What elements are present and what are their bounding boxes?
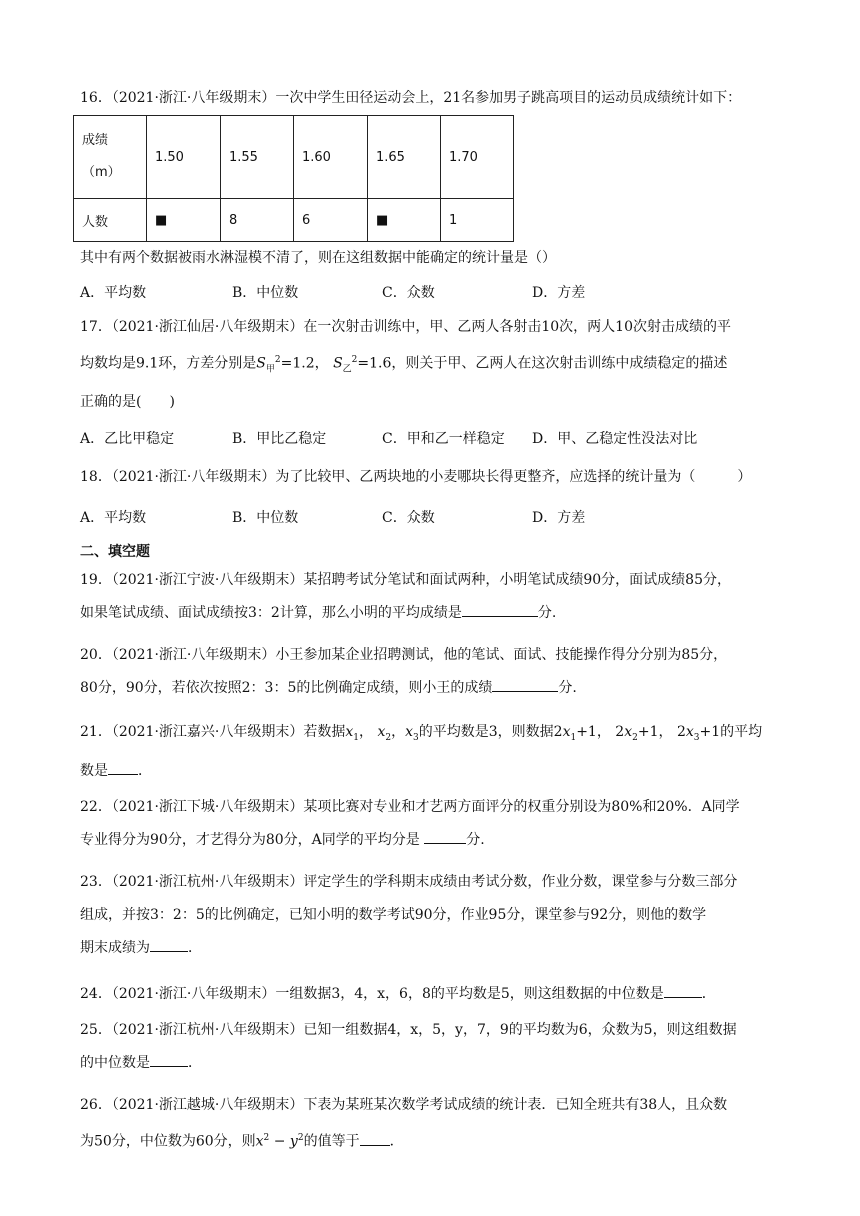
table-row-scores bbox=[74, 116, 514, 199]
row-label-count: 人数 bbox=[74, 199, 147, 242]
row-label-score: 成绩 （m） bbox=[74, 116, 147, 199]
question-19: 19．（2021·浙江宁波·八年级期末）某招聘考试分笔试和面试两种，小明笔试成绩90分，面试成绩85分， 如果笔试成绩、面试成绩按3：2计算，那么小明的平均成绩是 分. bbox=[80, 572, 731, 621]
option-a: A．平均数 bbox=[80, 510, 147, 526]
section-title: 二、填空题 bbox=[80, 544, 150, 560]
question-16-options bbox=[80, 282, 785, 312]
table-row-counts bbox=[74, 199, 514, 242]
option-d: D．方差 bbox=[532, 510, 586, 526]
question-16-stem: 16．（2021·浙江·八年级期末）一次中学生田径运动会上，21名参加男子跳高项目的运动员成绩统计如下： bbox=[80, 90, 742, 106]
count-cell: 8 bbox=[221, 199, 294, 242]
question-22: 22．（2021·浙江下城·八年级期末）某项比赛对专业和才艺两方面评分的权重分别设为80%和20%．A同学 专业得分为90分，才艺得分为80分，A同学的平均分是 分. bbox=[80, 799, 740, 848]
answer-blank[interactable] bbox=[150, 935, 188, 952]
question-25: 25．（2021·浙江杭州·八年级期末）已知一组数据4，x，5，y，7，9的平均数为6，众数为5，则这组数据 的中位数是 ． bbox=[80, 1022, 737, 1071]
question-17-options bbox=[80, 428, 785, 458]
question-21: 21．（2021·浙江嘉兴·八年级期末）若数据$x_1$， $x_2$，$x_3$的平均数是3，则数据$2x_1+1$， $2x_2+1$， $2x_3+1$的平均 数是 ． bbox=[80, 724, 763, 779]
question-17: 17．（2021·浙江仙居·八年级期末）在一次射击训练中，甲、乙两人各射击10次，两人10次射击成绩的平 均数均是9.1环，方差分别是$S_甲^2=1.2$， $S_乙^2=1.6$，则关于甲、乙两人在这次射击训练中成绩稳定的描述 正确的是( ) bbox=[80, 319, 731, 411]
option-a: A．乙比甲稳定 bbox=[80, 431, 175, 447]
question-18: 18．（2021·浙江·八年级期末）为了比较甲、乙两块地的小麦哪块长得更整齐，应选择的统计量为（ ） bbox=[80, 469, 752, 485]
option-d: D．方差 bbox=[532, 285, 586, 301]
score-table bbox=[73, 115, 514, 242]
question-24: 24．（2021·浙江·八年级期末）一组数据3，4，x，6，8的平均数是5，则这组数据的中位数是 ． bbox=[80, 978, 785, 1011]
count-cell: ■ bbox=[368, 199, 441, 242]
score-cell: 1.70 bbox=[441, 116, 514, 199]
answer-blank[interactable] bbox=[664, 981, 702, 998]
question-16 bbox=[80, 82, 785, 115]
answer-blank[interactable] bbox=[462, 600, 538, 617]
answer-blank[interactable] bbox=[150, 1050, 188, 1067]
question-23: 23．（2021·浙江杭州·八年级期末）评定学生的学科期末成绩由考试分数，作业分数，课堂参与分数三部分 组成，并按3：2：5的比例确定，已知小明的数学考试90分，作业95分，课堂参与92分，则他的数学 期末成绩为 ． bbox=[80, 874, 738, 956]
option-a: A．平均数 bbox=[80, 285, 147, 301]
score-cell: 1.50 bbox=[147, 116, 221, 199]
question-26: 26．（2021·浙江越城·八年级期末）下表为某班某次数学考试成绩的统计表．已知全班共有38人，且众数 为50分，中位数为60分，则$x^2 - y^2$的值等于 ． bbox=[80, 1097, 728, 1150]
answer-blank[interactable] bbox=[360, 1129, 390, 1146]
question-20: 20．（2021·浙江·八年级期末）小王参加某企业招聘测试，他的笔试、面试、技能操作得分分别为85分， 80分，90分，若依次按照2：3：5的比例确定成绩，则小王的成绩 分. bbox=[80, 647, 728, 696]
option-c: C．众数 bbox=[382, 285, 435, 301]
option-c: C．众数 bbox=[382, 510, 435, 526]
count-cell: 6 bbox=[294, 199, 368, 242]
count-cell: 1 bbox=[441, 199, 514, 242]
option-c: C．甲和乙一样稳定 bbox=[382, 431, 505, 447]
count-cell: ■ bbox=[147, 199, 221, 242]
score-cell: 1.60 bbox=[294, 116, 368, 199]
option-b: B．中位数 bbox=[232, 285, 299, 301]
question-16-followup: 其中有两个数据被雨水淋湿模不清了，则在这组数据中能确定的统计量是（） bbox=[80, 250, 556, 266]
answer-blank[interactable] bbox=[492, 675, 558, 692]
score-cell: 1.55 bbox=[221, 116, 294, 199]
question-18-options bbox=[80, 507, 785, 537]
option-d: D．甲、乙稳定性没法对比 bbox=[532, 431, 698, 447]
option-b: B．甲比乙稳定 bbox=[232, 431, 327, 447]
answer-blank[interactable] bbox=[424, 827, 466, 844]
score-cell: 1.65 bbox=[368, 116, 441, 199]
answer-blank[interactable] bbox=[108, 758, 138, 775]
option-b: B．中位数 bbox=[232, 510, 299, 526]
